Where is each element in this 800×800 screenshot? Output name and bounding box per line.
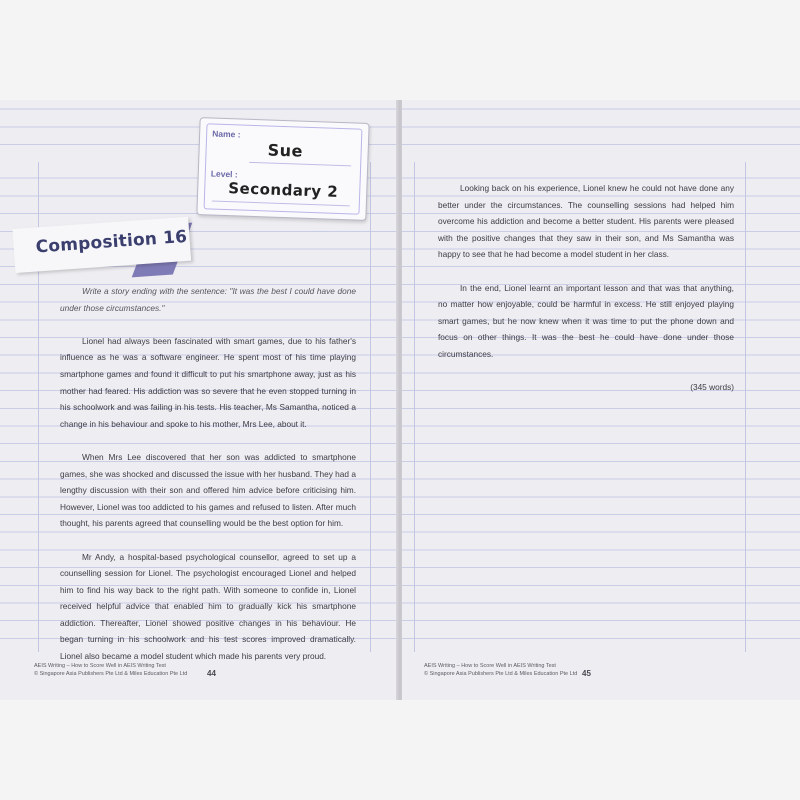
open-book <box>0 100 800 700</box>
paragraph-3: Mr Andy, a hospital-based psychological counsellor, agreed to set up a counselling session for Lionel. The psychologist encouraged Lionel and helped him to find his way back to the right path. With someone to confide in, Lionel received helpful advice that enabled him to gradually kick his smartphone addiction. Thereafter, Lionel showed positive changes in his behaviour. He began turning in his schoolwork and his test scores improved dramatically. Lionel also became a model student which made his parents very proud. <box>60 551 356 662</box>
level-value: Secondary 2 <box>227 179 339 201</box>
paragraph-1: Lionel had always been fascinated with smart games, due to his father's influence as he was a software engineer. He spent most of his time playing smartphone games and found it difficult to put his smartphone away, just as his mother had feared. His addiction was so severe that he even stopped turning in his schoolwork and was failing in his tests. His teacher, Ms Samantha, noticed a change in his behaviour and spoke to his mother, Mrs Lee, about it. <box>60 335 356 429</box>
left-margin-line <box>414 162 415 652</box>
name-label: Name : <box>212 128 241 140</box>
paragraph-5: In the end, Lionel learnt an important lesson and that was that anything, no matter how enjoyable, could be harmful in excess. He still enjoyed playing smart games, but he now knew when it was time to put the phone down and focus on other things. It was the best he could have done under those circumstances. <box>438 282 734 359</box>
page-number-44: 44 <box>207 669 216 678</box>
right-margin-line <box>745 162 746 652</box>
composition-prompt: Write a story ending with the sentence: "It was the best I could have done under those circumstances." <box>60 286 356 313</box>
footer-copyright: © Singapore Asia Publishers Pte Ltd & Miles Education Pte Ltd <box>34 671 188 677</box>
right-page <box>402 100 800 700</box>
footer-book-title: AEIS Writing – How to Score Well in AEIS Writing Test <box>424 663 556 669</box>
right-page-body <box>438 180 734 412</box>
footer-copyright: © Singapore Asia Publishers Pte Ltd & Miles Education Pte Ltd <box>424 671 578 677</box>
left-footer <box>34 662 187 678</box>
left-page-body <box>60 283 356 681</box>
footer-book-title: AEIS Writing – How to Score Well in AEIS Writing Test <box>34 663 166 669</box>
composition-title: Composition 16 <box>35 226 188 258</box>
right-margin-line <box>370 162 371 652</box>
name-level-card <box>196 117 369 221</box>
paragraph-2: When Mrs Lee discovered that her son was addicted to smartphone games, she was shocked and discussed the issue with her husband. They had a lengthy discussion with their son and offered him advice before criticising him. However, Lionel was too addicted to his games and refused to listen. After much thought, his parents agreed that counselling would be the best option for him. <box>60 451 356 529</box>
page-number-45: 45 <box>582 669 591 678</box>
name-value: Sue <box>267 140 304 161</box>
level-label: Level : <box>210 168 238 180</box>
word-count: (345 words) <box>690 382 734 393</box>
right-footer <box>424 662 577 678</box>
paragraph-4: Looking back on his experience, Lionel knew he could not have done any better under the circumstances. The counselling sessions had helped him overcome his addiction and become a better student. His parents were pleased with the positive changes that they saw in their son, and Ms Samantha was happy to see that he had become a model student in her class. <box>438 183 734 260</box>
